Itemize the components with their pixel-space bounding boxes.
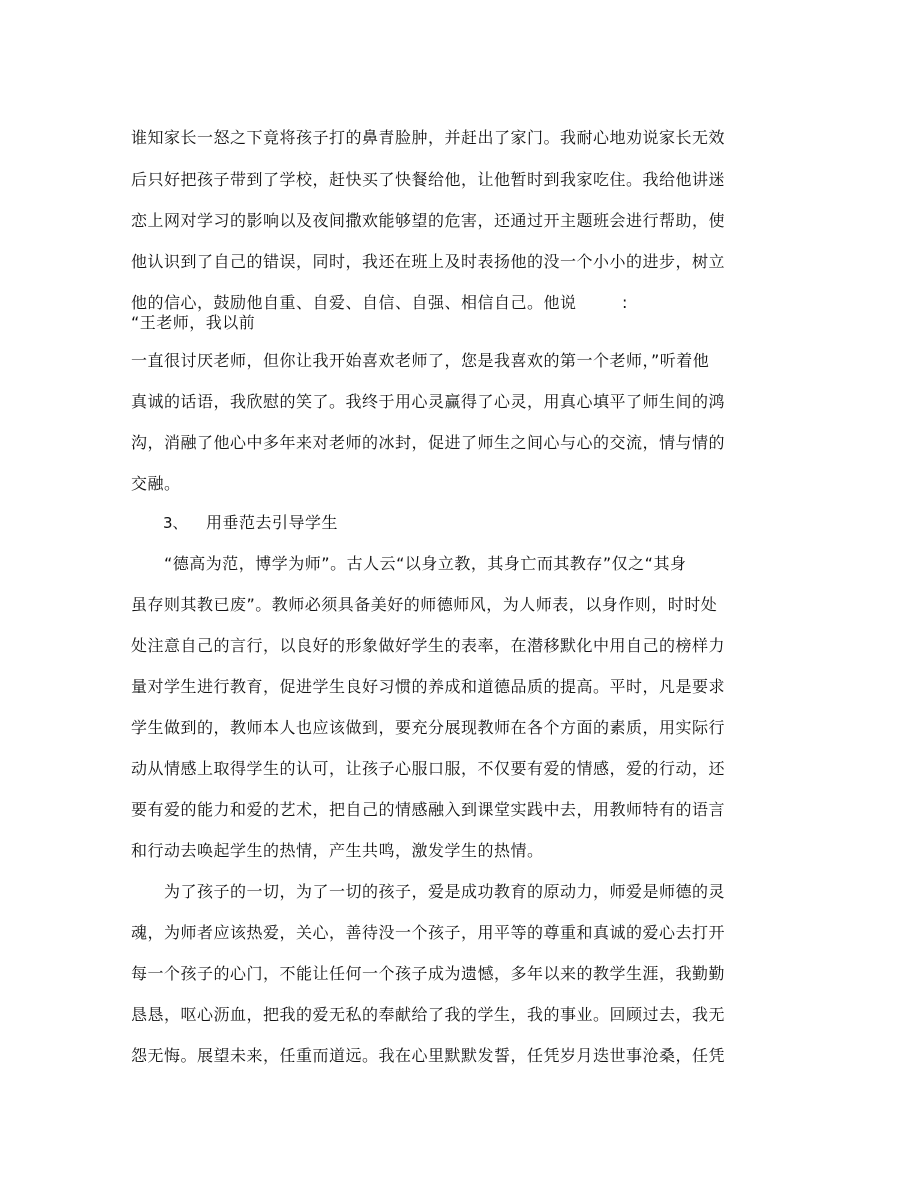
paragraph-line: 动从情感上取得学生的认可，让孩子心服口服，不仅要有爱的情感，爱的行动，还 [131, 759, 726, 778]
colon-mark: : [622, 293, 628, 312]
paragraph-line: 每一个孩子的心门，不能让任何一个孩子成为遗憾，多年以来的教学生涯，我勤勤 [131, 964, 726, 983]
paragraph-line: 和行动去唤起学生的热情，产生共鸣，激发学生的热情。 [131, 841, 544, 860]
paragraph-line: 怨无悔。展望未来，任重而道远。我在心里默默发誓，任凭岁月迭世事沧桑，任凭 [131, 1046, 726, 1065]
paragraph-line: 恳恳，呕心沥血，把我的爱无私的奉献给了我的学生，我的事业。回顾过去，我无 [131, 1005, 726, 1024]
section-number: 3、 [163, 514, 188, 532]
paragraph-line: 虽存则其教已废”。教师必须具备美好的师德师风，为人师表，以身作则，时时处 [131, 595, 718, 614]
paragraph-line: 真诚的话语，我欣慰的笑了。我终于用心灵赢得了心灵，用真心填平了师生间的鸿 [131, 392, 726, 411]
quote-start-line: “王老师，我以前 [131, 313, 256, 332]
paragraph-line: 为了孩子的一切，为了一切的孩子，爱是成功教育的原动力，师爱是师德的灵 [164, 882, 726, 901]
paragraph-line: 他的信心，鼓励他自重、自爱、自信、自强、相信自己。他说 [131, 293, 577, 312]
paragraph-line: 交融。 [131, 474, 181, 493]
paragraph-line: 谁知家长一怒之下竟将孩子打的鼻青脸肿，并赶出了家门。我耐心地劝说家长无效 [131, 128, 726, 147]
paragraph-line: 要有爱的能力和爱的艺术，把自己的情感融入到课堂实践中去，用教师特有的语言 [131, 800, 726, 819]
paragraph-line: 魂，为师者应该热爱，关心，善待没一个孩子，用平等的尊重和真诚的爱心去打开 [131, 923, 726, 942]
paragraph-line: 沟，消融了他心中多年来对老师的冰封，促进了师生之间心与心的交流，情与情的 [131, 433, 726, 452]
paragraph-line: “德高为范，博学为师”。古人云“以身立教，其身亡而其教存”仅之“其身 [164, 554, 687, 573]
paragraph-line: 学生做到的，教师本人也应该做到，要充分展现教师在各个方面的素质，用实际行 [131, 718, 726, 737]
paragraph-line: 后只好把孩子带到了学校，赶快买了快餐给他，让他暂时到我家吃住。我给他讲迷 [131, 170, 726, 189]
paragraph-line: 他认识到了自己的错误，同时，我还在班上及时表扬他的没一个小小的进步，树立 [131, 252, 726, 271]
paragraph-line: 处注意自己的言行，以良好的形象做好学生的表率，在潜移默化中用自己的榜样力 [131, 636, 726, 655]
section-heading: 用垂范去引导学生 [206, 513, 339, 532]
paragraph-line: 恋上网对学习的影响以及夜间撒欢能够望的危害，还通过开主题班会进行帮助，使 [131, 211, 726, 230]
paragraph-line: 量对学生进行教育，促进学生良好习惯的养成和道德品质的提高。平时，凡是要求 [131, 677, 726, 696]
paragraph-line: 一直很讨厌老师，但你让我开始喜欢老师了，您是我喜欢的第一个老师，”听着他 [131, 351, 710, 370]
